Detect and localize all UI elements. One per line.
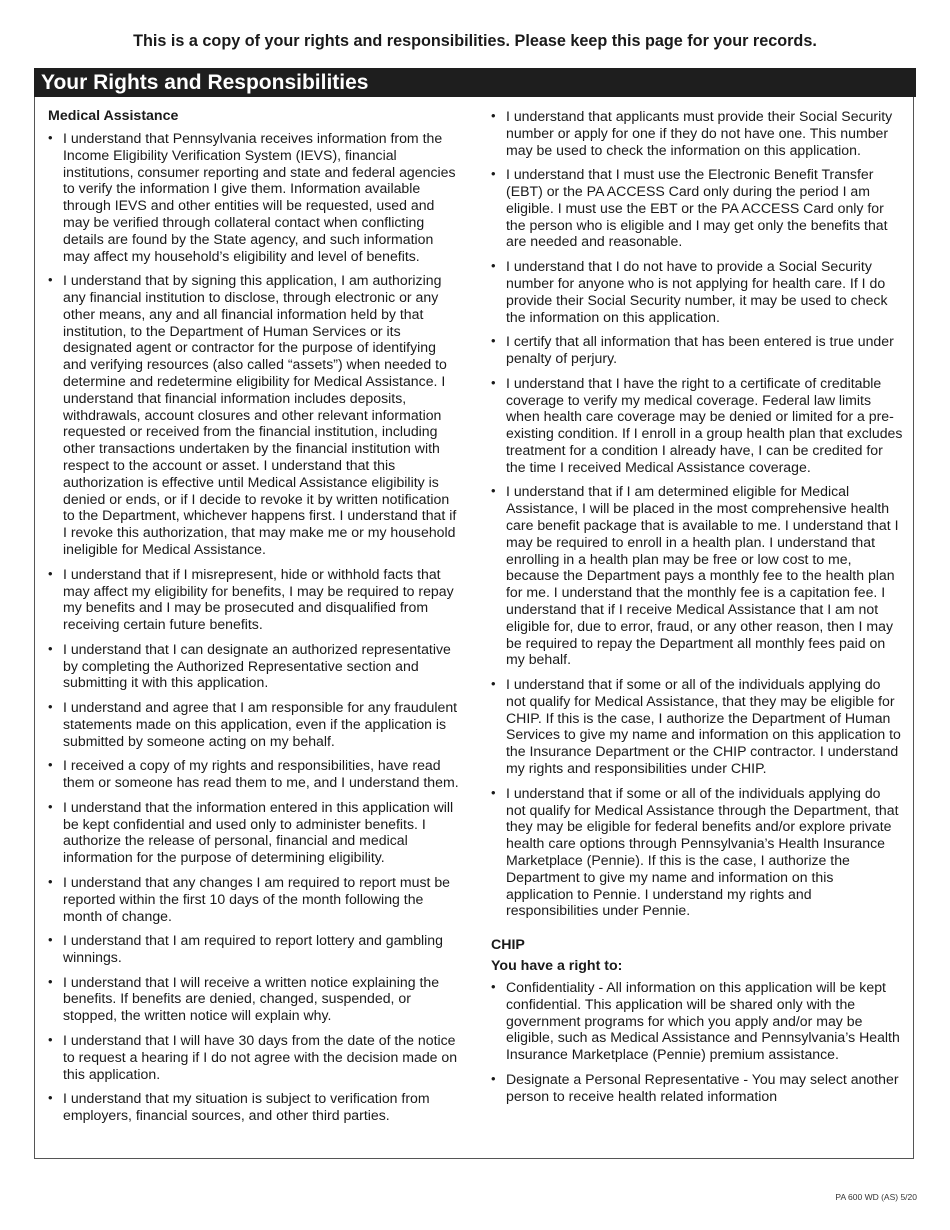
medical-assistance-list-left: [48, 130, 463, 1124]
list-item: • I understand that I will receive a written notice explaining the benefits. If benefits are denied, changed, suspended, or stopped, the written notice will explain why.: [48, 974, 463, 1024]
list-item: • I understand that I must use the Electronic Benefit Transfer (EBT) or the PA ACCESS Card only during the period I am eligible. I must use the EBT or the PA ACCESS Card only for the person who is eligible and I may get only the benefits that are needed and reasonable.: [491, 166, 903, 250]
list-item: • I understand and agree that I am responsible for any fraudulent statements made on this application, even if the application is submitted by someone acting on my behalf.: [48, 699, 463, 749]
list-item: • I understand that I will have 30 days from the date of the notice to request a hearing if I do not agree with the decision made on this application.: [48, 1032, 463, 1082]
list-item: • I understand that if I misrepresent, hide or withhold facts that may affect my eligibility for benefits, I may be required to repay my benefits and I may be prosecuted and disqualified from receiving certain future benefits.: [48, 566, 463, 633]
list-item: • I understand that by signing this application, I am authorizing any financial institution to disclose, through electronic or any other means, any and all financial information held by that institution, to the Department of Human Services or its designated agent or contractor for the purpose of identifying and verifying resources (also called “assets”) when needed to determine and redetermine eligibility for Medical Assistance. I understand that financial information includes deposits, withdrawals, account closures and other relevant information requested or received from the financial institution, including other transactions undertaken by the financial institution with respect to the account or asset. I understand that this authorization is effective until Medical Assistance eligibility is denied or ends, or if I decide to revoke it by written notification to the Department, whichever happens first. I understand that if I revoke this authorization, that may make me or my household ineligible for Medical Assistance.: [48, 272, 463, 558]
section-banner: Your Rights and Responsibilities: [34, 68, 916, 97]
list-item: • I understand that I can designate an authorized representative by completing the Authorized Representative section and submitting it with this application.: [48, 641, 463, 691]
list-item: • Designate a Personal Representative - You may select another person to receive health related information: [491, 1071, 903, 1105]
list-item: • I understand that the information entered in this application will be kept confidential and used only to administer benefits. I authorize the release of personal, financial and medical information for the purpose of determining eligibility.: [48, 799, 463, 866]
list-item: • I understand that my situation is subject to verification from employers, financial sources, and other third parties.: [48, 1090, 463, 1124]
chip-subheading: You have a right to:: [491, 958, 623, 975]
list-item: • I understand that any changes I am required to report must be reported within the first 10 days of the month following the month of change.: [48, 874, 463, 924]
list-item: • I understand that I do not have to provide a Social Security number for anyone who is not applying for health care. If I do provide their Social Security number, it may be used to check the information on this application.: [491, 258, 903, 325]
list-item: • I understand that if some or all of the individuals applying do not qualify for Medical Assistance, that they may be eligible for CHIP. If this is the case, I authorize the Department of Human Services to give my name and information on this application to the Insurance Department or the CHIP contractor. I understand my rights and responsibilities under CHIP.: [491, 676, 903, 777]
medical-assistance-heading: Medical Assistance: [48, 108, 179, 124]
list-item: • I understand that I am required to report lottery and gambling winnings.: [48, 932, 463, 966]
list-item: • I understand that applicants must provide their Social Security number or apply for one if they do not have one. This number may be used to check the information on this application.: [491, 108, 903, 158]
list-item: • Confidentiality - All information on this application will be kept confidential. This application will be shared only with the government programs for which you apply and/or may be eligible, such as Medical Assistance and Pennsylvania’s Health Insurance Marketplace (Pennie) premium assistance.: [491, 979, 903, 1063]
list-item: • I understand that if some or all of the individuals applying do not qualify for Medical Assistance through the Department, that they may be eligible for federal benefits and/or explore private health care options through Pennsylvania’s Health Insurance Marketplace (Pennie). If this is the case, I authorize the Department to give my name and information on this application to Pennie. I understand my rights and responsibilities under Pennie.: [491, 785, 903, 919]
chip-section: [491, 937, 903, 1104]
list-item: • I understand that I have the right to a certificate of creditable coverage to verify my medical coverage. Federal law limits when health care coverage may be denied or limited for a pre-existing condition. If I enroll in a group health plan that excludes treatment for a condition I already have, I can be credited for the time I received Medical Assistance coverage.: [491, 375, 903, 476]
chip-heading: CHIP: [491, 937, 525, 954]
chip-list: [491, 979, 903, 1104]
form-number: PA 600 WD (AS) 5/20: [835, 1192, 917, 1202]
list-item: • I certify that all information that has been entered is true under penalty of perjury.: [491, 333, 903, 367]
medical-assistance-list-right: [491, 108, 903, 919]
list-item: • I understand that Pennsylvania receives information from the Income Eligibility Verification System (IEVS), financial institutions, consumer reporting and state and federal agencies to verify the information I give them. Information available through IEVS and other entities will be requested, used and may be verified through collateral contact when conflicting details are found by the State agency, and such information may affect my household’s eligibility and level of benefits.: [48, 130, 463, 264]
list-item: • I understand that if I am determined eligible for Medical Assistance, I will be placed in the most comprehensive health care benefit package that is available to me. I understand that I may be required to enroll in a health plan. I understand that enrolling in a health plan may be free or low cost to me, because the Department pays a monthly fee to the health plan for me. I understand that the monthly fee is a capitation fee. I understand that if I receive Medical Assistance that I am not eligible for, due to error, fraud, or any other reason, then I may be required to repay the Department all monthly fees paid on my behalf.: [491, 483, 903, 668]
right-column: [491, 108, 903, 1112]
list-item: • I received a copy of my rights and responsibilities, have read them or someone has read them to me, and I understand them.: [48, 757, 463, 791]
records-notice: This is a copy of your rights and responsibilities. Please keep this page for your records.: [133, 32, 817, 50]
left-column: [48, 108, 463, 1132]
